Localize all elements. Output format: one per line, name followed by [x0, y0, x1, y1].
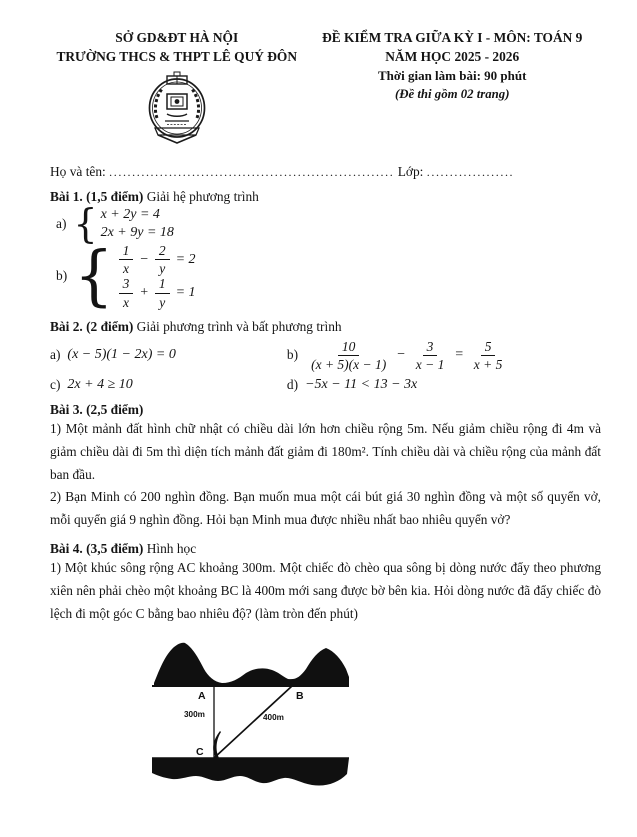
numerator: 5 — [481, 339, 496, 356]
problem-2b — [287, 339, 601, 372]
header-exam-block — [303, 28, 601, 104]
part-a-label: a) — [56, 216, 67, 232]
denominator: y — [159, 261, 166, 277]
part-d-label: d) — [286, 376, 299, 392]
problem-3-part2-text: 2) Bạn Minh có 200 nghìn đồng. Bạn muốn mua một cái bút giá 30 nghìn đồng và một số quyển vở, mỗi quyển giá 9 nghìn đồng. Hỏi bạn Minh mua được nhiều nhất bao nhiêu quyển vở? — [50, 489, 601, 528]
fraction — [155, 276, 170, 309]
fraction — [119, 243, 134, 276]
system-equations — [117, 243, 200, 309]
exam-duration: Thời gian làm bài: 90 phút — [378, 67, 527, 83]
fraction — [119, 276, 134, 309]
line-BC — [214, 686, 292, 758]
name-label: Họ và tên: — [50, 163, 106, 179]
operator: − — [139, 251, 149, 267]
name-blank: .............................................................. — [109, 164, 395, 179]
page-count-note: (Đề thi gồm 02 trang) — [394, 86, 510, 101]
denominator: x + 5 — [473, 356, 503, 372]
problem-3-part1-text: 1) Một mảnh đất hình chữ nhật có chiều dài lớn hơn chiều rộng 5m. Nếu giảm chiều rộng đi 4m và giảm chiều dài đi 5m thì diện tích mảnh đất giảm đi 180m². Tính chiều dài và chiều rộng của mảnh đất ban đầu. — [50, 420, 601, 482]
problem-1b — [56, 237, 601, 314]
distance-BC-label: 400m — [263, 712, 284, 722]
part-a-label: a) — [50, 347, 61, 363]
bottom-bank-silhouette — [152, 758, 349, 786]
river-crossing-figure — [150, 639, 350, 791]
class-blank: ................... — [426, 164, 515, 179]
student-info-line — [50, 164, 601, 180]
fraction — [412, 339, 449, 372]
problem-3-heading — [50, 402, 601, 418]
fraction — [470, 339, 507, 372]
denominator: x — [122, 261, 129, 277]
class-label: Lớp: — [397, 163, 424, 179]
problem-2-title: Bài 2. (2 điểm) — [50, 318, 134, 334]
school-logo-icon — [140, 70, 214, 148]
school-year: NĂM HỌC 2025 - 2026 — [385, 49, 520, 65]
equation-1 — [117, 243, 200, 276]
point-A-label: A — [198, 689, 206, 702]
problem-2c — [50, 377, 287, 393]
denominator: x − 1 — [415, 356, 445, 372]
numerator: 3 — [423, 339, 438, 356]
problem-4-title: Bài 4. (3,5 điểm) — [50, 541, 144, 557]
denominator: (x + 5)(x − 1) — [311, 356, 387, 372]
equals-rhs: = 1 — [175, 284, 196, 300]
numerator: 1 — [155, 276, 170, 293]
problem-1 — [50, 188, 601, 314]
denominator: y — [159, 294, 166, 310]
operator: + — [139, 284, 149, 300]
problem-1-heading — [50, 189, 601, 205]
exam-header — [50, 28, 601, 148]
problem-2-parts — [50, 339, 601, 393]
distance-AC-label: 300m — [184, 709, 205, 719]
top-bank-silhouette — [154, 643, 349, 686]
equation-2: 2x + 9y = 18 — [100, 225, 174, 241]
problem-1a — [56, 200, 601, 248]
part-b-label: b) — [286, 347, 299, 363]
operator: = — [454, 347, 464, 363]
problem-2-heading — [50, 319, 601, 335]
point-B-label: B — [296, 689, 304, 702]
numerator: 3 — [119, 276, 134, 293]
system-brace: { — [73, 200, 98, 248]
fraction — [155, 243, 170, 276]
part-c-label: c) — [50, 376, 61, 392]
fraction — [307, 339, 390, 372]
operator: − — [396, 347, 406, 363]
equation-2 — [117, 276, 200, 309]
denominator: x — [122, 294, 129, 310]
system-brace: { — [74, 237, 114, 314]
problem-3 — [50, 402, 601, 532]
problem-4-task: Hình học — [146, 541, 197, 557]
numerator: 2 — [155, 243, 170, 260]
problem-2-task: Giải phương trình và bất phương trình — [136, 318, 342, 334]
numerator: 1 — [119, 243, 134, 260]
expression — [305, 339, 508, 372]
point-C-label: C — [196, 745, 204, 758]
numerator: 10 — [338, 339, 360, 356]
equation-1: x + 2y = 4 — [100, 206, 160, 222]
problem-3-title: Bài 3. (2,5 điểm) — [50, 401, 144, 417]
problem-4 — [50, 541, 601, 791]
school-name: TRƯỜNG THCS & THPT LÊ QUÝ ĐÔN — [56, 49, 298, 65]
exam-title: ĐỀ KIỂM TRA GIỮA KỲ I - MÔN: TOÁN 9 — [322, 30, 583, 45]
equals-rhs: = 2 — [175, 251, 196, 267]
problem-4-part1-text: 1) Một khúc sông rộng AC khoảng 300m. Một chiếc đò chèo qua sông bị dòng nước đẩy theo phương xiên nên phải chèo một khoảng BC là 400m mới sang được bờ bên kia. Hỏi dòng nước đã đẩy chiếc đò lệch đi một góc C bằng bao nhiêu độ? (làm tròn đến phút) — [50, 560, 601, 621]
part-b-label: b) — [56, 268, 68, 284]
problem-1-title: Bài 1. (1,5 điểm) — [50, 188, 144, 204]
problem-2a — [50, 347, 287, 363]
department-name: SỞ GD&ĐT HÀ NỘI — [115, 30, 239, 45]
problem-2 — [50, 319, 601, 393]
problem-2d — [287, 377, 601, 393]
expression: (x − 5)(1 − 2x) = 0 — [67, 347, 176, 363]
header-school-block — [50, 28, 303, 148]
problem-1-task: Giải hệ phương trình — [146, 188, 259, 204]
expression: −5x − 11 < 13 − 3x — [305, 376, 418, 392]
expression: 2x + 4 ≥ 10 — [67, 376, 133, 392]
problem-4-heading — [50, 541, 601, 557]
